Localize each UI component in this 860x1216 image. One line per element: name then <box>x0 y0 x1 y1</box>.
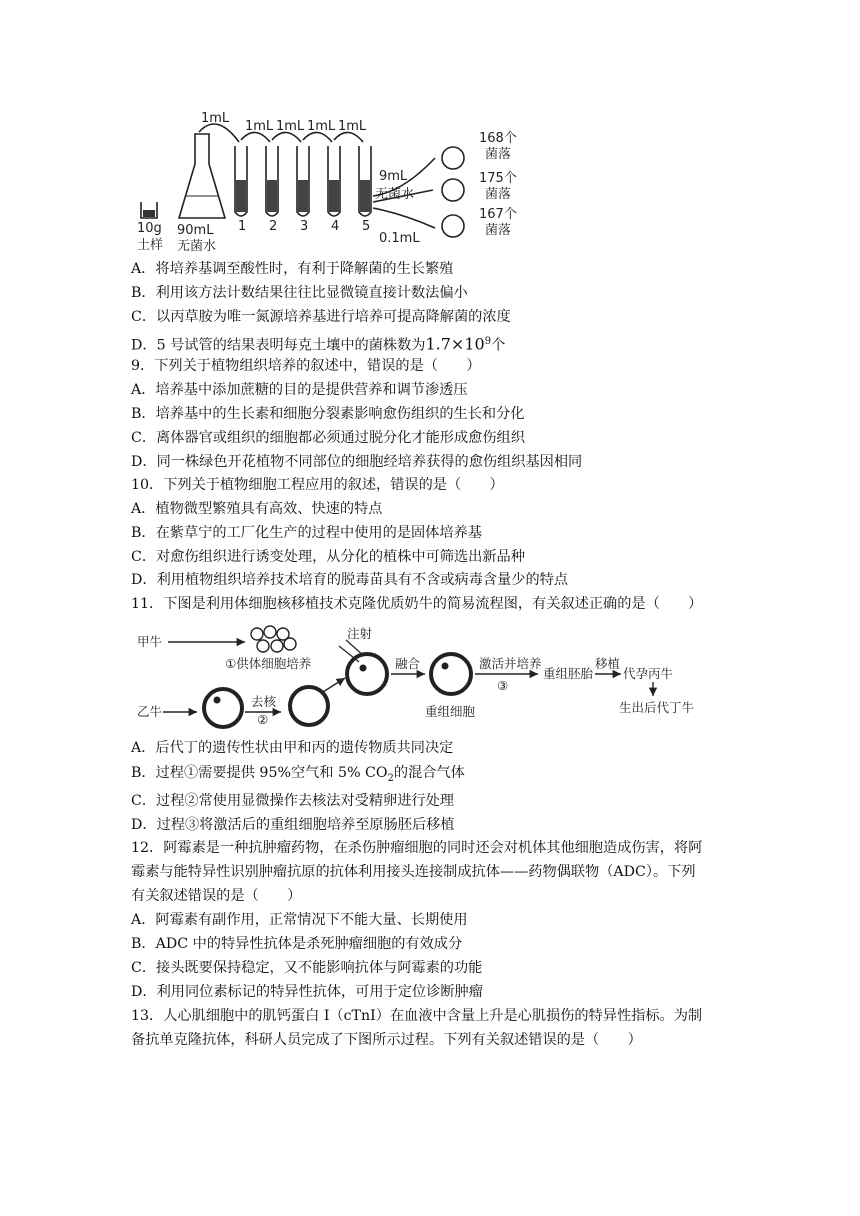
svg-text:②: ② <box>257 712 269 727</box>
q8-option-a: A．将培养基调至酸性时，有利于降解菌的生长繁殖 <box>131 261 454 277</box>
q12-option-c: C．接头既要保持稳定，又不能影响抗体与阿霉素的功能 <box>131 960 483 976</box>
egg-cell <box>204 689 242 727</box>
svg-text:菌落: 菌落 <box>485 147 512 162</box>
svg-text:③: ③ <box>497 678 509 693</box>
q12-stem-1: 12．阿霉素是一种抗肿瘤药物，在杀伤肿瘤细胞的同时还会对机体其他细胞造成伤害，将阿 <box>131 840 703 856</box>
svg-text:1mL: 1mL <box>338 119 367 134</box>
q9-option-d: D．同一株绿色开花植物不同部位的细胞经培养获得的愈伤组织基因相同 <box>131 454 583 470</box>
svg-text:重组胚胎: 重组胚胎 <box>543 666 594 681</box>
svg-text:90mL: 90mL <box>177 223 214 238</box>
q13-stem-2: 备抗单克隆抗体，科研人员完成了下图所示过程。下列有关叙述错误的是（ ） <box>131 1032 642 1048</box>
svg-text:1mL: 1mL <box>245 119 274 134</box>
q8-option-c: C．以丙草胺为唯一氮源培养基进行培养可提高降解菌的浓度 <box>131 309 511 325</box>
q11-option-c: C．过程②常使用显微操作去核法对受精卵进行处理 <box>131 793 454 809</box>
plate-1 <box>442 147 464 169</box>
svg-text:代孕丙牛: 代孕丙牛 <box>623 666 674 681</box>
plate-3 <box>442 215 464 237</box>
svg-text:融合: 融合 <box>395 656 421 671</box>
svg-text:10g: 10g <box>137 221 162 236</box>
svg-text:3: 3 <box>300 219 309 234</box>
svg-text:土样: 土样 <box>137 238 164 253</box>
svg-text:激活并培养: 激活并培养 <box>479 656 542 671</box>
q10-option-b: B．在紫草宁的工厂化生产的过程中使用的是固体培养基 <box>131 525 482 541</box>
q10-option-d: D．利用植物组织培养技术培育的脱毒苗具有不含或病毒含量少的特点 <box>131 572 569 588</box>
injected-egg <box>347 654 387 694</box>
q12-stem-2: 霉素与能特异性识别肿瘤抗原的抗体利用接头连接制成抗体——药物偶联物（ADC）。下列 <box>131 864 696 880</box>
svg-text:①供体细胞培养: ①供体细胞培养 <box>225 656 312 671</box>
q9-stem: 9．下列关于植物组织培养的叙述中，错误的是（ ） <box>131 358 481 374</box>
svg-text:1mL: 1mL <box>276 119 305 134</box>
q10-option-c: C．对愈伤组织进行诱变处理，从分化的植株中可筛选出新品种 <box>131 549 525 565</box>
label-1ml: 1mL <box>201 111 230 126</box>
q12-option-a: A．阿霉素有副作用，正常情况下不能大量、长期使用 <box>131 912 468 928</box>
svg-text:0.1mL: 0.1mL <box>379 231 420 246</box>
svg-text:生出后代丁牛: 生出后代丁牛 <box>619 700 695 715</box>
svg-text:167个: 167个 <box>479 207 517 222</box>
svg-text:168个: 168个 <box>479 131 517 146</box>
q8-option-d: D．5 号试管的结果表明每克土壤中的菌株数为$1.7\times 10^9$个 <box>131 334 506 354</box>
svg-text:移植: 移植 <box>595 656 621 671</box>
svg-text:4: 4 <box>331 219 340 234</box>
svg-text:5: 5 <box>362 219 371 234</box>
q10-option-a: A．植物微型繁殖具有高效、快速的特点 <box>131 501 383 517</box>
q13-stem-1: 13．人心肌细胞中的肌钙蛋白 I（cTnI）在血液中含量上升是心肌损伤的特异性指标。为制 <box>131 1008 703 1024</box>
svg-text:175个: 175个 <box>479 171 517 186</box>
svg-text:甲牛: 甲牛 <box>137 634 163 649</box>
svg-text:1mL: 1mL <box>307 119 336 134</box>
enucleated-egg <box>290 687 328 725</box>
q12-stem-3: 有关叙述错误的是（ ） <box>131 888 302 904</box>
svg-text:无菌水: 无菌水 <box>177 239 217 254</box>
svg-text:1: 1 <box>238 219 247 234</box>
q11-option-d: D．过程③将激活后的重组细胞培养至原肠胚后移植 <box>131 817 455 833</box>
svg-text:乙牛: 乙牛 <box>137 704 163 719</box>
flask <box>179 134 225 218</box>
q11-option-a: A．后代丁的遗传性状由甲和丙的遗传物质共同决定 <box>131 740 454 756</box>
svg-text:重组细胞: 重组细胞 <box>425 704 476 719</box>
cloning-figure <box>133 620 713 738</box>
plate-2 <box>442 179 464 201</box>
q9-option-c: C．离体器官或组织的细胞都必须通过脱分化才能形成愈伤组织 <box>131 430 525 446</box>
svg-text:菌落: 菌落 <box>485 187 512 202</box>
q9-option-a: A．培养基中添加蔗糖的目的是提供营养和调节渗透压 <box>131 382 468 398</box>
q12-option-b: B．ADC 中的特异性抗体是杀死肿瘤细胞的有效成分 <box>131 936 463 952</box>
recombined-cell <box>431 654 471 694</box>
svg-text:9mL: 9mL <box>379 169 408 184</box>
dilution-figure <box>133 106 533 256</box>
q10-stem: 10．下列关于植物细胞工程应用的叙述，错误的是（ ） <box>131 477 504 493</box>
svg-text:2: 2 <box>269 219 278 234</box>
svg-text:菌落: 菌落 <box>485 223 512 238</box>
q8-option-b: B．利用该方法计数结果往往比显微镜直接计数法偏小 <box>131 285 468 301</box>
svg-text:去核: 去核 <box>251 694 277 709</box>
q9-option-b: B．培养基中的生长素和细胞分裂素影响愈伤组织的生长和分化 <box>131 406 525 422</box>
q12-option-d: D．利用同位素标记的特异性抗体，可用于定位诊断肿瘤 <box>131 984 483 1000</box>
q11-option-b: B．过程①需要提供 95%空气和 5% $CO_2$的混合气体 <box>131 765 465 784</box>
q11-stem: 11．下图是利用体细胞核移植技术克隆优质奶牛的简易流程图，有关叙述正确的是（ ） <box>131 596 703 612</box>
svg-text:无菌水: 无菌水 <box>375 187 415 202</box>
svg-text:注射: 注射 <box>347 626 373 641</box>
